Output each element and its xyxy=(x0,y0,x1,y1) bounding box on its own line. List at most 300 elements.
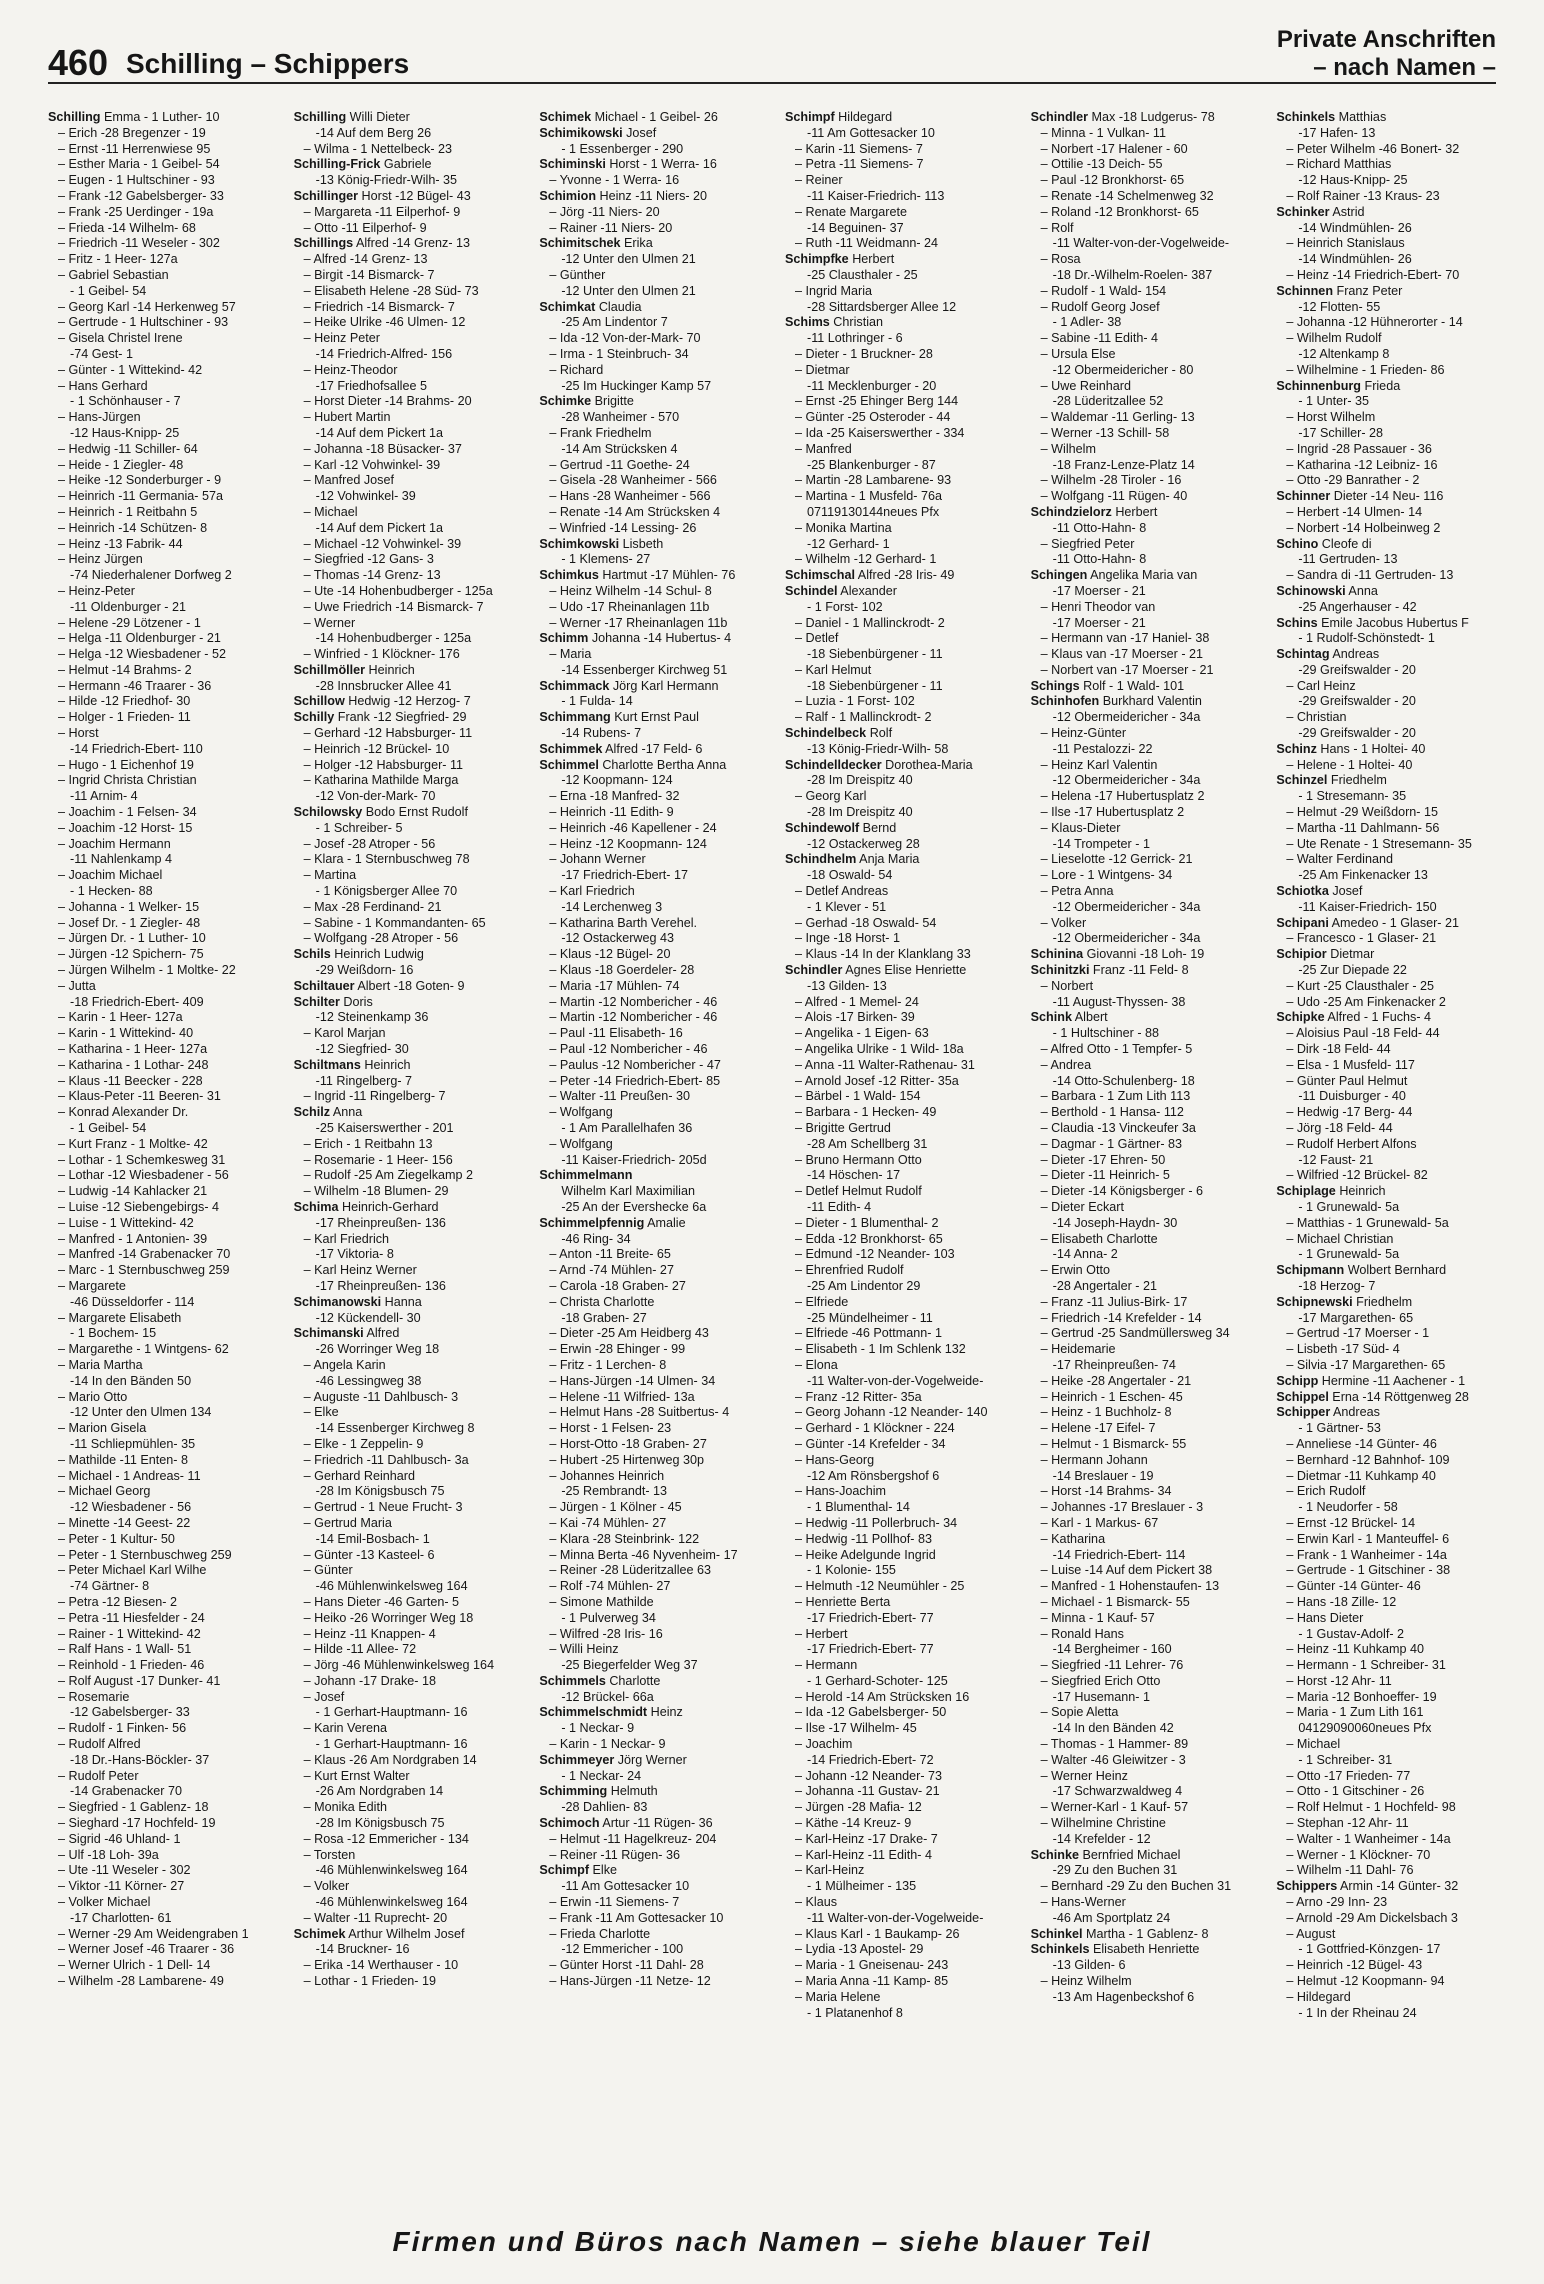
directory-entry: -14 Auf dem Pickert 1a xyxy=(315,425,444,440)
entry-surname: Schimkowski xyxy=(539,536,620,551)
directory-entry: – Klaus-Dieter xyxy=(1040,820,1121,835)
directory-entry: – Volker xyxy=(1040,915,1087,930)
directory-entry: – Heinrich -46 Kapellener - 24 xyxy=(549,820,717,835)
entry-text: Heinrich xyxy=(365,662,415,677)
directory-entry: – Dieter -17 Ehren- 50 xyxy=(1040,1152,1166,1167)
directory-entry: – Hubert -25 Hirtenweg 30p xyxy=(549,1452,705,1467)
directory-entry xyxy=(539,189,777,205)
entry-text: Alfred - 1 Fuchs- 4 xyxy=(1324,1010,1432,1025)
entry-surname: Schima xyxy=(293,1199,339,1214)
directory-entry: -25 Am Finkenacker 13 xyxy=(1298,868,1428,883)
directory-entry xyxy=(294,979,532,995)
directory-entry: – Edda -12 Bronkhorst- 65 xyxy=(795,1231,943,1246)
directory-entry xyxy=(539,126,777,142)
directory-entry: – Katharina -12 Leibniz- 16 xyxy=(1286,457,1438,472)
directory-entry: – Renate -14 Am Strücksken 4 xyxy=(549,504,721,519)
directory-entry: – Walter -46 Gleiwitzer - 3 xyxy=(1040,1752,1186,1767)
directory-entry: – Gerhad -18 Oswald- 54 xyxy=(795,915,937,930)
directory-entry: – Michael - 1 Andreas- 11 xyxy=(58,1468,201,1483)
directory-entry: – Francesco - 1 Glaser- 21 xyxy=(1286,931,1437,946)
entry-text: Helmuth xyxy=(607,1784,658,1799)
entry-surname: Schinina xyxy=(1030,947,1084,962)
directory-entry: – Mario Otto xyxy=(58,1389,128,1404)
directory-entry: – Heide - 1 Ziegler- 48 xyxy=(58,457,184,472)
directory-entry: – Wilhelm xyxy=(1040,441,1096,456)
directory-entry: -11 Gertruden- 13 xyxy=(1298,552,1398,567)
directory-entry: -12 Obermeidericher - 34a xyxy=(1052,773,1201,788)
directory-entry xyxy=(1276,916,1514,932)
directory-entry: – Jürgen Dr. - 1 Luther- 10 xyxy=(58,931,206,946)
directory-entry: – Erwin -28 Ehinger - 99 xyxy=(549,1342,686,1357)
directory-entry: -12 Obermeidericher - 34a xyxy=(1052,710,1201,725)
directory-entry: -14 Friedrich-Ebert- 110 xyxy=(70,741,203,756)
directory-entry xyxy=(539,157,777,173)
directory-entry: -18 Siebenbürgener - 11 xyxy=(807,678,943,693)
directory-entry: – Rolf Helmut - 1 Hochfeld- 98 xyxy=(1286,1800,1456,1815)
entry-text: Brigitte xyxy=(591,394,634,409)
directory-entry xyxy=(294,1927,532,1943)
directory-entry: – Heinrich -14 Schützen- 8 xyxy=(58,520,208,535)
directory-entry: – Minna - 1 Kauf- 57 xyxy=(1040,1610,1155,1625)
directory-entry: -11 Am Gottesacker 10 xyxy=(807,125,935,140)
directory-entry: – Monika Edith xyxy=(303,1800,387,1815)
directory-entry: – Volker Michael xyxy=(58,1895,151,1910)
directory-entry: -28 Im Dreispitz 40 xyxy=(807,805,913,820)
directory-entry: – Hans-Jürgen -14 Ulmen- 34 xyxy=(549,1373,716,1388)
directory-entry: – Uwe Friedrich -14 Bismarck- 7 xyxy=(303,599,484,614)
directory-entry: - 1 Neckar- 24 xyxy=(561,1768,642,1783)
directory-entry: – Matthias - 1 Grunewald- 5a xyxy=(1286,1215,1449,1230)
directory-entry: – Georg Johann -12 Neander- 140 xyxy=(795,1405,988,1420)
directory-entry: – Reiner -11 Rügen- 36 xyxy=(549,1847,681,1862)
directory-entry: – Lydia -13 Apostel- 29 xyxy=(795,1942,924,1957)
directory-entry: – Joachim -12 Horst- 15 xyxy=(58,820,193,835)
page-range-title: Schilling – Schippers xyxy=(126,48,410,79)
directory-entry: – Elisabeth - 1 Im Schlenk 132 xyxy=(795,1342,966,1357)
directory-entry: - 1 Bochem- 15 xyxy=(70,1326,157,1341)
directory-entry: – Ralf - 1 Mallinckrodt- 2 xyxy=(795,710,932,725)
directory-entry: – Franz -11 Julius-Birk- 17 xyxy=(1040,1294,1188,1309)
directory-entry: – Dieter - 1 Blumenthal- 2 xyxy=(795,1215,939,1230)
entry-surname: Schindhelm xyxy=(785,852,857,867)
directory-entry: – Lothar - 1 Schemkesweg 31 xyxy=(58,1152,226,1167)
directory-entry: – Friedrich -11 Dahlbusch- 3a xyxy=(303,1452,469,1467)
directory-entry: -11 Mecklenburger - 20 xyxy=(807,378,937,393)
directory-entry: -14 Essenberger Kirchweg 8 xyxy=(315,1421,475,1436)
directory-entry: -12 Von-der-Mark- 70 xyxy=(315,789,436,804)
directory-entry: – Christian xyxy=(1286,710,1347,725)
directory-entry: – Waldemar -11 Gerling- 13 xyxy=(1040,410,1195,425)
directory-entry xyxy=(1276,379,1514,395)
directory-entry: – Heidemarie xyxy=(1040,1342,1116,1357)
directory-entry: - 1 Forst- 102 xyxy=(807,599,883,614)
directory-entry: – Minna Berta -46 Nyvenheim- 17 xyxy=(549,1547,738,1562)
directory-entry: – Walter -11 Preußen- 30 xyxy=(549,1089,691,1104)
entry-text: Rolf - 1 Wald- 101 xyxy=(1079,678,1185,693)
entry-text: Bodo Ernst Rudolf xyxy=(362,805,468,820)
directory-entry: -14 Am Strücksken 4 xyxy=(561,441,678,456)
directory-entry xyxy=(1276,1879,1514,1895)
directory-entry xyxy=(539,1816,777,1832)
entry-text: Alexander xyxy=(837,583,897,598)
entry-text: Astrid xyxy=(1329,204,1365,219)
directory-entry: – Hans Dieter -46 Garten- 5 xyxy=(303,1594,460,1609)
directory-entry: -46 Am Sportplatz 24 xyxy=(1052,1910,1171,1925)
directory-entry: -14 Anna- 2 xyxy=(1052,1247,1118,1262)
directory-entry xyxy=(1031,679,1269,695)
directory-entry: - 1 Essenberger - 290 xyxy=(561,141,684,156)
entry-surname: Schimkat xyxy=(539,299,596,314)
directory-entry: – Rudolf Georg Josef xyxy=(1040,299,1160,314)
directory-entry: – Heinz Jürgen xyxy=(58,552,143,567)
directory-entry: – Helene -11 Wilfried- 13a xyxy=(549,1389,695,1404)
directory-entry: – Katharina Barth Verehel. xyxy=(549,915,698,930)
directory-entry: – Paul -11 Elisabeth- 16 xyxy=(549,1026,683,1041)
directory-entry: -14 Auf dem Berg 26 xyxy=(315,125,432,140)
directory-entry: – Dagmar - 1 Gärtner- 83 xyxy=(1040,1136,1183,1151)
directory-entry: – Hedwig -17 Berg- 44 xyxy=(1286,1105,1413,1120)
directory-entry: – Karl Heinz Werner xyxy=(303,1263,417,1278)
directory-entry: - 1 Grunewald- 5a xyxy=(1298,1199,1400,1214)
directory-entry: -18 Herzog- 7 xyxy=(1298,1278,1376,1293)
directory-entry: – Winfried -14 Lessing- 26 xyxy=(549,520,697,535)
directory-entry: -11 Kaiser-Friedrich- 150 xyxy=(1298,899,1437,914)
directory-entry xyxy=(294,694,532,710)
directory-entry: – Otto - 1 Gitschiner - 26 xyxy=(1286,1784,1425,1799)
entry-surname: Schimek xyxy=(539,110,592,124)
directory-entry: – Torsten xyxy=(303,1847,356,1862)
directory-entry: – Andrea xyxy=(1040,1057,1092,1072)
directory-entry: – Petra -11 Hiesfelder - 24 xyxy=(58,1610,205,1625)
directory-entry: – Erwin -11 Siemens- 7 xyxy=(549,1895,680,1910)
directory-entry: – Josef xyxy=(303,1689,345,1704)
directory-entry: – Karl Friedrich xyxy=(549,884,635,899)
directory-entry: – Ralf Hans - 1 Wall- 51 xyxy=(58,1642,192,1657)
entry-surname: Schindler xyxy=(1030,110,1089,124)
entry-surname: Schinz xyxy=(1276,741,1317,756)
directory-entry: – Ingrid -11 Ringelberg- 7 xyxy=(303,1089,446,1104)
directory-entry: – Werner - 1 Klöckner- 70 xyxy=(1286,1847,1431,1862)
directory-entry: -17 Friedhofsallee 5 xyxy=(315,378,427,393)
directory-entry: -14 Windmühlen- 26 xyxy=(1298,220,1412,235)
directory-entry: – Sandra di -11 Gertruden- 13 xyxy=(1286,568,1454,583)
entry-surname: Schinkels xyxy=(1030,1942,1090,1957)
directory-entry: – Luise - 1 Wittekind- 42 xyxy=(58,1215,194,1230)
entry-text: Heinz -11 Niers- 20 xyxy=(596,188,708,203)
directory-entry: -14 Essenberger Kirchweg 51 xyxy=(561,662,728,677)
directory-entry: – Norbert -17 Halener - 60 xyxy=(1040,141,1188,156)
directory-entry: – Ingrid Maria xyxy=(795,283,872,298)
directory-entry: – Horst -12 Ahr- 11 xyxy=(1286,1673,1392,1688)
entry-text: Artur -11 Rügen- 36 xyxy=(599,1816,713,1831)
directory-entry xyxy=(539,758,777,774)
directory-entry: -46 Mühlenwinkelsweg 164 xyxy=(315,1579,468,1594)
entry-text: Erika xyxy=(620,236,653,251)
entry-text: Anna xyxy=(1345,583,1378,598)
directory-entry: – Stephan -12 Ahr- 11 xyxy=(1286,1816,1409,1831)
directory-entry: – Ute -11 Weseler - 302 xyxy=(58,1863,191,1878)
entry-text: Cleofe di xyxy=(1318,536,1372,551)
directory-entry xyxy=(539,679,777,695)
directory-entry: – Mathilde -11 Enten- 8 xyxy=(58,1452,188,1467)
directory-entry: – Angelika Ulrike - 1 Wild- 18a xyxy=(795,1042,964,1057)
directory-entry: – Martina xyxy=(303,868,357,883)
entry-text: Charlotte xyxy=(605,1673,661,1688)
directory-entry: – Horst -14 Brahms- 34 xyxy=(1040,1484,1172,1499)
directory-entry: – Werner Heinz xyxy=(1040,1768,1128,1783)
entry-surname: Schimikowski xyxy=(539,125,623,140)
entry-surname: Schilling xyxy=(48,110,101,124)
directory-entry: – Hildegard xyxy=(1286,1989,1351,2004)
entry-surname: Schings xyxy=(1030,678,1080,693)
directory-entry: Wilhelm Karl Maximilian xyxy=(561,1184,695,1199)
directory-entry xyxy=(539,1674,777,1690)
directory-entry: – Heinz -11 Kuhkamp 40 xyxy=(1286,1642,1425,1657)
directory-entry xyxy=(1031,110,1269,126)
directory-entry: – Jürgen Wilhelm - 1 Moltke- 22 xyxy=(58,963,236,978)
directory-entry: – Angelika - 1 Eigen- 63 xyxy=(795,1026,929,1041)
directory-entry xyxy=(1276,1263,1514,1279)
directory-entry: – Hans-Jürgen xyxy=(58,410,141,425)
directory-entry: – Walter - 1 Wanheimer - 14a xyxy=(1286,1831,1451,1846)
directory-entry: – Jörg -46 Mühlenwinkelsweg 164 xyxy=(303,1658,495,1673)
directory-entry: -28 Innsbrucker Allee 41 xyxy=(315,678,452,693)
directory-entry: – Paulus -12 Nombericher - 47 xyxy=(549,1057,721,1072)
directory-entry: – Helmut -29 Weißdorn- 15 xyxy=(1286,805,1438,820)
directory-entry: -28 Wanheimer - 570 xyxy=(561,410,680,425)
directory-entry: – Horst Dieter -14 Brahms- 20 xyxy=(303,394,472,409)
directory-entry: -29 Greifswalder - 20 xyxy=(1298,694,1416,709)
directory-entry: – Ernst -25 Ehinger Berg 144 xyxy=(795,394,959,409)
directory-entry: -14 Joseph-Haydn- 30 xyxy=(1052,1215,1178,1230)
entry-text: Johanna -14 Hubertus- 4 xyxy=(588,631,732,646)
entry-surname: Schinker xyxy=(1276,204,1330,219)
entry-text: Hermine -11 Aachener - 1 xyxy=(1318,1373,1466,1388)
section-title xyxy=(1277,26,1496,82)
entry-text: Wolbert Bernhard xyxy=(1344,1263,1447,1278)
directory-entry: – August xyxy=(1286,1926,1336,1941)
entry-surname: Schindelbeck xyxy=(785,726,867,741)
directory-entry: – Minette -14 Geest- 22 xyxy=(58,1515,191,1530)
directory-entry: – Peter - 1 Sternbuschweg 259 xyxy=(58,1547,232,1562)
directory-entry: – Heinz-Peter xyxy=(58,583,135,598)
directory-entry: – Ernst -12 Brückel- 14 xyxy=(1286,1515,1416,1530)
directory-entry: – Friedrich -14 Bismarck- 7 xyxy=(303,299,455,314)
directory-entry: – Margarethe - 1 Wintgens- 62 xyxy=(58,1342,229,1357)
directory-entry: – Kurt Franz - 1 Moltke- 42 xyxy=(58,1136,208,1151)
page-number: 460 xyxy=(48,42,109,83)
directory-entry xyxy=(539,1216,777,1232)
directory-entry xyxy=(1276,947,1514,963)
entry-text: Elisabeth Henriette xyxy=(1089,1942,1200,1957)
entry-text: Bernfried Michael xyxy=(1078,1847,1181,1862)
directory-entry: – Aloisius Paul -18 Feld- 44 xyxy=(1286,1026,1440,1041)
directory-entry: -11 Nahlenkamp 4 xyxy=(70,852,172,867)
directory-entry: -28 Sittardsberger Allee 12 xyxy=(807,299,957,314)
directory-entry: – Herbert -14 Ulmen- 14 xyxy=(1286,504,1423,519)
entry-surname: Schimmang xyxy=(539,710,611,725)
entry-text: Jörg Karl Hermann xyxy=(609,678,719,693)
directory-entry: -14 In den Bänden 42 xyxy=(1052,1721,1174,1736)
entry-surname: Schingen xyxy=(1030,568,1088,583)
directory-entry: – Heike Ulrike -46 Ulmen- 12 xyxy=(303,315,466,330)
directory-entry: – Christa Charlotte xyxy=(549,1294,655,1309)
directory-entry: – Dieter Eckart xyxy=(1040,1199,1124,1214)
entry-surname: Schinnenburg xyxy=(1276,378,1361,393)
directory-entry: – Lore - 1 Wintgens- 34 xyxy=(1040,868,1173,883)
directory-entry: -18 Franz-Lenze-Platz 14 xyxy=(1052,457,1195,472)
directory-entry: – Henriette Berta xyxy=(795,1594,891,1609)
entry-text: Josef xyxy=(622,125,657,140)
directory-entry xyxy=(294,1058,532,1074)
directory-entry xyxy=(1031,1942,1269,1958)
directory-entry: – Johannes Heinrich xyxy=(549,1468,665,1483)
directory-entry: -17 Moerser - 21 xyxy=(1052,583,1146,598)
directory-entry: – Simone Mathilde xyxy=(549,1594,654,1609)
entry-surname: Schindler xyxy=(785,963,843,978)
directory-entry: – Ronald Hans xyxy=(1040,1626,1124,1641)
directory-entry: -17 Rheinpreußen- 74 xyxy=(1052,1357,1176,1372)
directory-entry: – Rolf xyxy=(1040,220,1074,235)
directory-entry: -25 Im Huckinger Kamp 57 xyxy=(561,378,712,393)
entry-surname: Schimmelpfennig xyxy=(539,1215,645,1230)
directory-entry: – Hans-Jürgen -11 Netze- 12 xyxy=(549,1974,711,1989)
entry-surname: Schillings xyxy=(293,236,354,251)
directory-entry xyxy=(1276,537,1514,553)
directory-entry: – Heike -28 Angertaler - 21 xyxy=(1040,1373,1192,1388)
directory-entry xyxy=(539,742,777,758)
entry-text: Armin -14 Günter- 32 xyxy=(1337,1879,1459,1894)
directory-entry: – Frank - 1 Wanheimer - 14a xyxy=(1286,1547,1447,1562)
directory-entry: -26 Am Nordgraben 14 xyxy=(315,1784,444,1799)
directory-entry xyxy=(294,1105,532,1121)
entry-surname: Schillmöller xyxy=(293,662,366,677)
directory-entry: -11 Walter-von-der-Vogelweide- xyxy=(807,1910,984,1925)
directory-entry: – Hans-Joachim xyxy=(795,1484,886,1499)
directory-entry: – Johanna -11 Gustav- 21 xyxy=(795,1784,940,1799)
directory-entry: – Herbert xyxy=(795,1626,848,1641)
directory-entry: – Elke xyxy=(303,1405,339,1420)
entry-surname: Schimmack xyxy=(539,678,610,693)
directory-entry: – Heinz -14 Friedrich-Ebert- 70 xyxy=(1286,267,1460,282)
directory-entry: – Birgit -14 Bismarck- 7 xyxy=(303,267,435,282)
directory-entry: – Norbert van -17 Moerser - 21 xyxy=(1040,662,1214,677)
directory-entry: – Lothar -12 Wiesbadener - 56 xyxy=(58,1168,229,1183)
directory-entry: - 1 Schönhauser - 7 xyxy=(70,394,181,409)
directory-entry: -12 Emmericher - 100 xyxy=(561,1942,684,1957)
directory-entry: – Max -28 Ferdinand- 21 xyxy=(303,899,442,914)
entry-surname: Schipior xyxy=(1276,947,1327,962)
directory-entry: -28 Im Dreispitz 40 xyxy=(807,773,913,788)
directory-entry: – Klaus -18 Goerdeler- 28 xyxy=(549,963,695,978)
directory-entry: – Bernhard -12 Bahnhof- 109 xyxy=(1286,1452,1450,1467)
directory-column-5 xyxy=(1031,110,1269,2190)
entry-surname: Schimschal xyxy=(785,568,855,583)
directory-entry: – Horst-Otto -18 Graben- 27 xyxy=(549,1436,707,1451)
directory-entry: – Gertrud -17 Moerser - 1 xyxy=(1286,1326,1430,1341)
directory-entry: – Werner Ulrich - 1 Dell- 14 xyxy=(58,1958,211,1973)
entry-surname: Schiltmans xyxy=(293,1057,361,1072)
directory-entry: – Wilhelm -12 Gerhard- 1 xyxy=(795,552,937,567)
directory-entry: -28 Im Königsbusch 75 xyxy=(315,1484,445,1499)
directory-entry: – Heinrich -11 Germania- 57a xyxy=(58,489,223,504)
directory-entry xyxy=(294,710,532,726)
directory-entry: – Hilde -12 Friedhof- 30 xyxy=(58,694,191,709)
directory-entry: – Joachim Hermann xyxy=(58,836,171,851)
directory-entry: -29 Zu den Buchen 31 xyxy=(1052,1863,1178,1878)
directory-entry: – Ingrid Christa Christian xyxy=(58,773,197,788)
directory-entry: – Rosemarie xyxy=(58,1689,130,1704)
directory-entry: -12 Vohwinkel- 39 xyxy=(315,489,416,504)
directory-entry: – Ilse -17 Wilhelm- 45 xyxy=(795,1721,917,1736)
directory-entry: – Ernst -11 Herrenwiese 95 xyxy=(58,141,211,156)
directory-entry: – Elfriede xyxy=(795,1294,849,1309)
directory-entry: – Karin - 1 Neckar- 9 xyxy=(549,1737,666,1752)
directory-entry xyxy=(539,537,777,553)
directory-entry: – Fritz - 1 Heer- 127a xyxy=(58,252,178,267)
directory-entry: – Manfred xyxy=(795,441,852,456)
directory-entry xyxy=(294,805,532,821)
directory-entry: – Johann Werner xyxy=(549,852,646,867)
directory-entry: – Elke - 1 Zeppelin- 9 xyxy=(303,1436,424,1451)
directory-column-1 xyxy=(48,110,286,2190)
directory-entry: – Jürgen -28 Mafia- 12 xyxy=(795,1800,922,1815)
directory-entry: – Uwe Reinhard xyxy=(1040,378,1131,393)
entry-surname: Schimitschek xyxy=(539,236,621,251)
directory-entry xyxy=(294,1295,532,1311)
directory-entry: – Günter -13 Kasteel- 6 xyxy=(303,1547,435,1562)
directory-entry: – Frank Friedhelm xyxy=(549,425,652,440)
directory-entry: -17 Margarethen- 65 xyxy=(1298,1310,1414,1325)
directory-entry: – Erwin Karl - 1 Manteuffel- 6 xyxy=(1286,1531,1450,1546)
directory-entry: 07119130144neues Pfx xyxy=(807,504,940,519)
directory-entry: – Dietmar xyxy=(795,362,850,377)
directory-entry xyxy=(539,110,777,126)
section-title-line-2: – nach Namen – xyxy=(1313,54,1496,81)
directory-entry: -14 Rubens- 7 xyxy=(561,726,642,741)
directory-entry: – Volker xyxy=(303,1879,350,1894)
entry-text: Bernd xyxy=(859,820,897,835)
directory-entry: – Wolfgang xyxy=(549,1136,613,1151)
directory-entry: – Rudolf - 1 Finken- 56 xyxy=(58,1721,187,1736)
directory-entry: -46 Ring- 34 xyxy=(561,1231,631,1246)
directory-entry: – Helmut - 1 Bismarck- 55 xyxy=(1040,1436,1187,1451)
directory-entry: – Esther Maria - 1 Geibel- 54 xyxy=(58,157,220,172)
directory-entry: – Ulf -18 Loh- 39a xyxy=(58,1847,159,1862)
directory-entry: – Hedwig -11 Pollerbruch- 34 xyxy=(795,1515,958,1530)
directory-entry: – Rudolf -25 Am Ziegelkamp 2 xyxy=(303,1168,474,1183)
directory-entry: – Günter - 1 Wittekind- 42 xyxy=(58,362,203,377)
directory-entry: -18 Friedrich-Ebert- 409 xyxy=(70,994,204,1009)
directory-entry: – Dieter -14 Königsberger - 6 xyxy=(1040,1184,1204,1199)
directory-entry: – Helmut -12 Koopmann- 94 xyxy=(1286,1974,1445,1989)
directory-entry: – Maria Helene xyxy=(795,1989,881,2004)
directory-entry xyxy=(48,110,286,126)
directory-entry: – Helene -17 Eifel- 7 xyxy=(1040,1421,1156,1436)
directory-entry: – Minna - 1 Vulkan- 11 xyxy=(1040,125,1166,140)
entry-surname: Schiltauer xyxy=(293,978,355,993)
directory-entry: – Gerhard Reinhard xyxy=(303,1468,415,1483)
entry-text: Heinz xyxy=(647,1705,683,1720)
directory-entry: – Gabriel Sebastian xyxy=(58,267,169,282)
directory-entry: – Luise -12 Siebengebirgs- 4 xyxy=(58,1199,220,1214)
directory-entry: -12 Am Rönsbergshof 6 xyxy=(807,1468,940,1483)
entry-text: Dorothea-Maria xyxy=(881,757,973,772)
directory-entry: -11 August-Thyssen- 38 xyxy=(1052,994,1186,1009)
entry-surname: Schintag xyxy=(1276,647,1330,662)
directory-entry: – Maria -12 Bonhoeffer- 19 xyxy=(1286,1689,1437,1704)
directory-entry: – Willi Heinz xyxy=(549,1642,619,1657)
